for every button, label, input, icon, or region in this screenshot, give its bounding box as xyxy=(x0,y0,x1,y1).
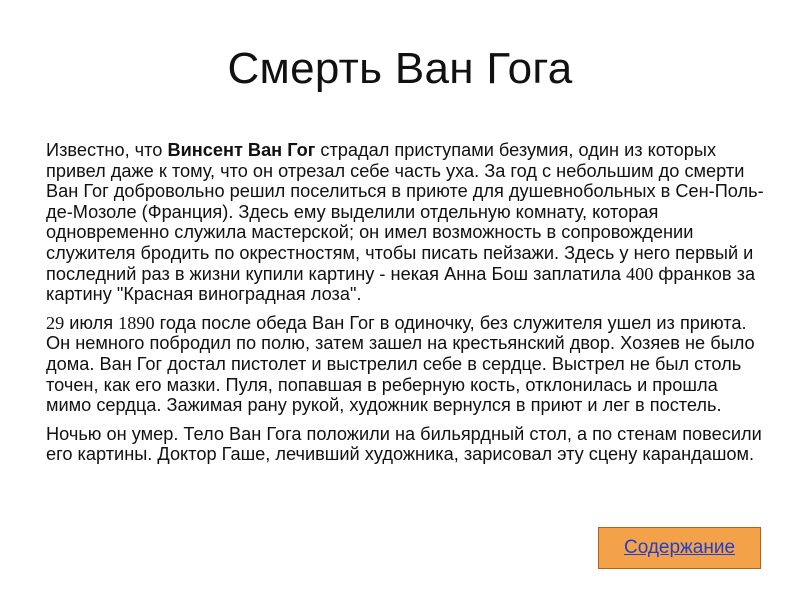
contents-button[interactable] xyxy=(598,527,761,569)
paragraph-1 xyxy=(46,140,766,305)
paragraph-1-bold-name: Винсент Ван Гог xyxy=(167,140,316,160)
paragraph-1-price: 400 xyxy=(626,263,654,284)
slide-body xyxy=(46,140,766,473)
paragraph-1-text-e: франков за картину "Красная виноградная лоза". xyxy=(46,263,756,305)
paragraph-2-text-b: июля xyxy=(64,312,119,333)
contents-link[interactable]: Содержание xyxy=(623,537,736,558)
paragraph-2 xyxy=(46,313,766,416)
slide-title: Смерть Ван Гога xyxy=(227,44,573,93)
paragraph-1-text-a: Известно, что xyxy=(46,140,168,160)
paragraph-2-day: 29 xyxy=(46,312,65,333)
paragraph-1-text-c: страдал приступами безумия, один из которых привел даже к тому, что он отрезал себе часть уха. За год с небольшим до смерти Ван Гог добровольно решил поселиться в приюте для душевнобольных в Сен-Поль-де-Мозоле (Франция). Здесь ему выделили отдельную комнату, которая одновременно служила мастерской; он имел возможность в сопровождении служителя бродить по окрестностям, чтобы писать пейзажи. Здесь у него первый и последний раз в жизни купили картину - некая Анна Бош заплатила xyxy=(46,140,764,284)
paragraph-2-text-d: года после обеда Ван Гог в одиночку, без служителя ушел из приюта. Он немного побродил по полю, затем зашел на крестьянский двор. Хозяев не было дома. Ван Гог достал пистолет и выстрелил себе в сердце. Выстрел не был столь точен, как его мазки. Пуля, попавшая в реберную кость, отклонилась и прошла мимо сердца. Зажимая рану рукой, художник вернулся в приют и лег в постель. xyxy=(46,312,755,416)
paragraph-3: Ночью он умер. Тело Ван Гога положили на бильярдный стол, а по стенам повесили его картины. Доктор Гаше, лечивший художника, зарисовал эту сцену карандашом. xyxy=(46,423,762,465)
paragraph-2-year: 1890 xyxy=(118,312,155,333)
